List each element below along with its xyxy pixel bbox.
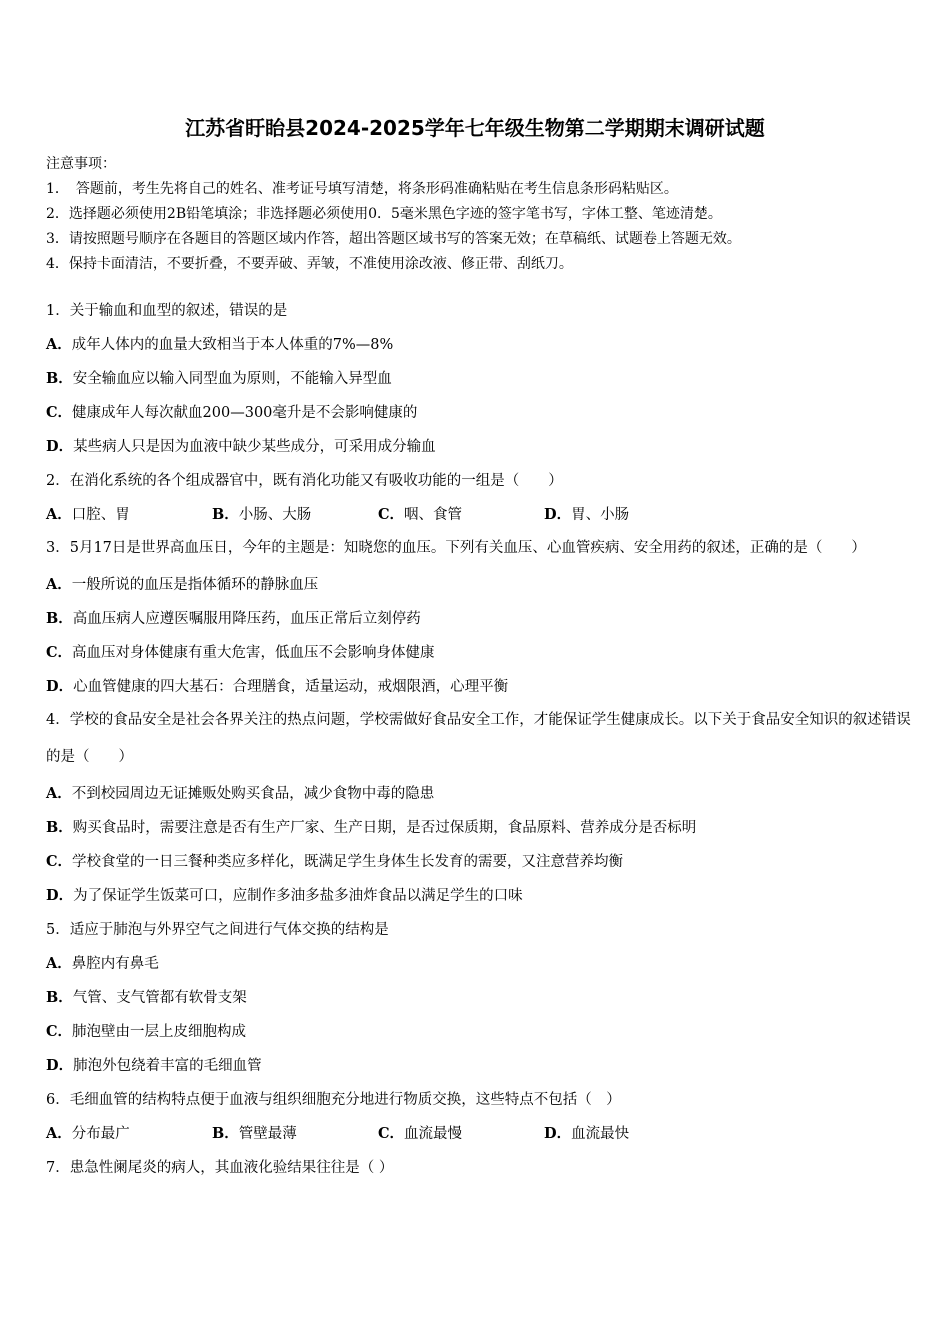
option-text: 胃、小肠 (571, 507, 630, 523)
page-title: 江苏省盱眙县2024-2025学年七年级生物第二学期期末调研试题 (185, 116, 765, 140)
option-text: 肺泡外包绕着丰富的毛细血管 (73, 1058, 262, 1074)
question-stem: 7．患急性阑尾炎的病人，其血液化验结果往往是（ ） (46, 1160, 394, 1176)
option-letter: C． (46, 404, 73, 421)
option-b (46, 815, 916, 849)
option-letter: C． (46, 1023, 73, 1040)
option-text: 为了保证学生饭菜可口，应制作多油多盐多油炸食品以满足学生的口味 (73, 888, 523, 904)
question-stem: 5．适应于肺泡与外界空气之间进行气体交换的结构是 (46, 922, 389, 938)
option-c (46, 1019, 916, 1053)
option-text: 管壁最薄 (238, 1126, 297, 1142)
option-c (46, 849, 916, 883)
option-letter: D． (46, 887, 74, 904)
option-letter: A． (46, 506, 72, 523)
option-text: 鼻腔内有鼻毛 (71, 956, 159, 972)
option-a (46, 781, 916, 815)
option-c (46, 640, 916, 674)
question-stem: 3．5月17日是世界高血压日，今年的主题是：知晓您的血压。下列有关血压、心血管疾病、安全用药的叙述，正确的是（ ） (46, 540, 866, 556)
option-letter: B． (46, 370, 73, 387)
option-text: 血流最慢 (404, 1126, 463, 1142)
option-text: 某些病人只是因为血液中缺少某些成分，可采用成分输血 (73, 439, 436, 455)
notice-item: 4．保持卡面清洁，不要折叠，不要弄破、弄皱，不准使用涂改液、修正带、刮纸刀。 (46, 256, 573, 272)
option-b (46, 985, 916, 1019)
option-text: 安全输血应以输入同型血为原则，不能输入异型血 (72, 371, 392, 387)
option-letter: A． (46, 1125, 72, 1142)
option-text: 咽、食管 (404, 507, 463, 523)
option-letter: D． (46, 438, 74, 455)
option-letter: C． (378, 1125, 405, 1142)
option-letter: B． (46, 819, 73, 836)
option-letter: B． (212, 506, 239, 523)
option-letter: D． (46, 1057, 74, 1074)
option-text: 不到校园周边无证摊贩处购买食品，减少食物中毒的隐患 (71, 786, 435, 802)
option-letter: A． (46, 785, 72, 802)
option-text: 健康成年人每次献血200—300毫升是不会影响健康的 (72, 405, 418, 421)
option-text: 口腔、胃 (71, 507, 130, 523)
notice-item: 1． 答题前，考生先将自己的姓名、准考证号填写清楚，将条形码准确粘贴在考生信息条形码粘贴区。 (46, 181, 678, 197)
notice-item: 2．选择题必须使用2B铅笔填涂；非选择题必须使用0．5毫米黑色字迹的签字笔书写，字体工整、笔迹清楚。 (46, 206, 722, 222)
option-text: 小肠、大肠 (238, 507, 312, 523)
option-letter: C． (378, 506, 405, 523)
option-text: 心血管健康的四大基石：合理膳食，适量运动，戒烟限酒，心理平衡 (73, 679, 509, 695)
option-letter: B． (46, 610, 73, 627)
option-text: 血流最快 (571, 1126, 630, 1142)
option-letter: C． (46, 644, 73, 661)
option-text: 气管、支气管都有软骨支架 (72, 990, 247, 1006)
option-letter: A． (46, 955, 72, 972)
options-inline-row (46, 1121, 916, 1155)
option-a (46, 951, 916, 985)
option-letter: A． (46, 576, 72, 593)
option-text: 成年人体内的血量大致相当于本人体重的7%—8% (71, 337, 394, 353)
option-letter: C． (46, 853, 73, 870)
option-b (46, 606, 916, 640)
option-letter: B． (212, 1125, 239, 1142)
option-b (212, 1121, 378, 1155)
notice-section (46, 152, 916, 277)
option-d (46, 434, 916, 468)
notice-heading: 注意事项： (46, 156, 116, 172)
option-text: 高血压对身体健康有重大危害，低血压不会影响身体健康 (72, 645, 435, 661)
notice-item: 3．请按照题号顺序在各题目的答题区域内作答，超出答题区域书写的答案无效；在草稿纸、试题卷上答题无效。 (46, 231, 741, 247)
option-text: 高血压病人应遵医嘱服用降压药，血压正常后立刻停药 (72, 611, 421, 627)
option-letter: D． (544, 1125, 572, 1142)
questions-section (46, 298, 916, 1189)
option-letter: B． (46, 989, 73, 1006)
option-d (46, 883, 916, 917)
option-letter: A． (46, 336, 72, 353)
option-text: 分布最广 (71, 1126, 130, 1142)
option-text: 学校食堂的一日三餐种类应多样化，既满足学生身体生长发育的需要，又注意营养均衡 (72, 854, 624, 870)
option-d (544, 1121, 710, 1155)
option-c (46, 400, 916, 434)
option-letter: D． (544, 506, 572, 523)
option-a (46, 332, 916, 366)
question-stem: 2．在消化系统的各个组成器官中，既有消化功能又有吸收功能的一组是（ ） (46, 473, 563, 489)
option-d (46, 1053, 916, 1087)
option-c (378, 1121, 544, 1155)
option-b (46, 366, 916, 400)
option-text: 购买食品时，需要注意是否有生产厂家、生产日期，是否过保质期，食品原料、营养成分是否标明 (72, 820, 697, 836)
question-stem: 6．毛细血管的结构特点便于血液与组织细胞充分地进行物质交换，这些特点不包括（ ） (46, 1092, 621, 1108)
option-a (46, 572, 916, 606)
option-text: 一般所说的血压是指体循环的静脉血压 (71, 577, 319, 593)
question-stem: 4．学校的食品安全是社会各界关注的热点问题，学校需做好食品安全工作，才能保证学生健康成长。以下关于食品安全知识的叙述错误的是（ ） (46, 712, 911, 765)
option-a (46, 1121, 212, 1155)
question-stem: 1．关于输血和血型的叙述，错误的是 (46, 303, 288, 319)
option-text: 肺泡壁由一层上皮细胞构成 (72, 1024, 247, 1040)
option-letter: D． (46, 678, 74, 695)
